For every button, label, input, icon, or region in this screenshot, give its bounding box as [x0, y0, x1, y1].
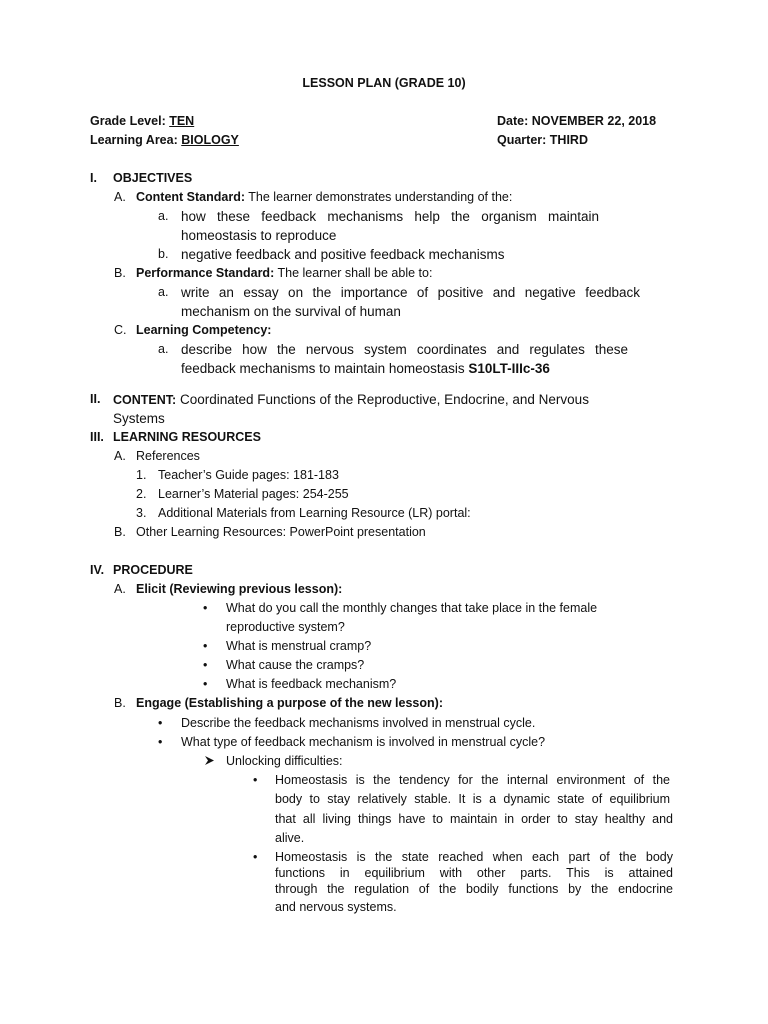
list-item-line: mechanism on the survival of human: [181, 304, 401, 319]
list-item-line: how these feedback mechanisms help the organism maintain: [181, 209, 599, 224]
bullet-icon: •: [253, 850, 258, 864]
engage-question: Describe the feedback mechanisms involved in menstrual cycle.: [181, 716, 536, 730]
subsection-letter: A.: [114, 449, 126, 463]
content-standard: [136, 188, 512, 207]
performance-standard-label: Performance Standard:: [136, 266, 275, 280]
definition-line: body to stay relatively stable. It is a dynamic state of equilibrium: [275, 792, 670, 806]
reference-item: Learner’s Material pages: 254-255: [158, 487, 349, 501]
subsection-letter: B.: [114, 696, 126, 710]
bullet-icon: •: [253, 773, 258, 787]
subsection-letter: A.: [114, 190, 126, 204]
elicit-question: What cause the cramps?: [226, 658, 365, 672]
engage-question: What type of feedback mechanism is involved in menstrual cycle?: [181, 735, 546, 749]
competency-code: S10LT-IIIc-36: [468, 361, 550, 376]
section-heading-resources: LEARNING RESOURCES: [113, 430, 261, 444]
bullet-icon: •: [203, 677, 208, 691]
performance-standard-text: The learner shall be able to:: [274, 266, 433, 280]
references-label: References: [136, 449, 200, 463]
grade-level-value: TEN: [169, 114, 195, 128]
definition-line: through the regulation of the bodily functions by the endocrine: [275, 882, 673, 896]
performance-standard: [136, 264, 432, 283]
item-marker: a.: [158, 209, 169, 223]
section-heading-objectives: OBJECTIVES: [113, 171, 193, 185]
subsection-letter: B.: [114, 525, 126, 539]
bullet-icon: •: [158, 735, 163, 749]
reference-item: Teacher’s Guide pages: 181-183: [158, 468, 339, 482]
content-standard-label: Content Standard:: [136, 190, 246, 204]
reference-item: Additional Materials from Learning Resource (LR) portal:: [158, 506, 471, 520]
item-number: 1.: [136, 468, 147, 482]
content-text: Coordinated Functions of the Reproductive, Endocrine, and Nervous: [176, 392, 589, 407]
section-number: I.: [90, 171, 97, 185]
definition-line: functions in equilibrium with other parts. This is attained: [275, 866, 673, 880]
list-item-line: feedback mechanisms to maintain homeostasis: [181, 361, 469, 376]
unlocking-label: Unlocking difficulties:: [226, 754, 343, 768]
definition-line: Homeostasis is the state reached when each part of the body: [275, 850, 673, 864]
definition-line: alive.: [275, 831, 305, 845]
elicit-question: What do you call the monthly changes that take place in the female: [226, 601, 598, 615]
section-number: II.: [90, 392, 101, 406]
elicit-question: reproductive system?: [226, 620, 345, 634]
grade-level-label: Grade Level:: [90, 114, 170, 128]
elicit-question: What is feedback mechanism?: [226, 677, 397, 691]
definition-line: and nervous systems.: [275, 900, 397, 914]
page-title: LESSON PLAN (GRADE 10): [302, 76, 466, 90]
list-item-line: write an essay on the importance of positive and negative feedback: [181, 285, 640, 300]
engage-label: Engage (Establishing a purpose of the new lesson):: [136, 696, 443, 710]
lesson-date: Date: NOVEMBER 22, 2018: [497, 114, 657, 128]
section-number: III.: [90, 430, 104, 444]
content-standard-text: The learner demonstrates understanding of the:: [245, 190, 513, 204]
section-number: IV.: [90, 563, 105, 577]
subsection-letter: B.: [114, 266, 126, 280]
bullet-icon: •: [158, 716, 163, 730]
definition-line: that all living things have to maintain in order to stay healthy and: [275, 812, 673, 826]
elicit-question: What is menstrual cramp?: [226, 639, 372, 653]
learning-area-value: BIOLOGY: [181, 133, 239, 147]
grade-level: [90, 112, 194, 131]
learning-area-label: Learning Area:: [90, 133, 182, 147]
subsection-letter: C.: [114, 323, 127, 337]
other-resources: Other Learning Resources: PowerPoint presentation: [136, 525, 426, 539]
item-number: 2.: [136, 487, 147, 501]
arrow-bullet-svg: [204, 755, 215, 766]
content-line: [113, 390, 589, 410]
item-marker: a.: [158, 285, 169, 299]
competency-line: [181, 359, 550, 378]
elicit-label: Elicit (Reviewing previous lesson):: [136, 582, 343, 596]
list-item-line: homeostasis to reproduce: [181, 228, 337, 243]
bullet-icon: •: [203, 658, 208, 672]
lesson-quarter: Quarter: THIRD: [497, 133, 588, 147]
learning-area: [90, 131, 239, 150]
list-item-line: describe how the nervous system coordinates and regulates these: [181, 342, 628, 357]
subsection-letter: A.: [114, 582, 126, 596]
content-text: Systems: [113, 411, 165, 426]
item-marker: a.: [158, 342, 169, 356]
bullet-icon: •: [203, 601, 208, 615]
item-marker: b.: [158, 247, 169, 261]
arrow-bullet-icon: [204, 752, 215, 771]
item-number: 3.: [136, 506, 147, 520]
content-label: CONTENT:: [113, 393, 177, 407]
section-heading-procedure: PROCEDURE: [113, 563, 193, 577]
learning-competency-label: Learning Competency:: [136, 323, 272, 337]
bullet-icon: •: [203, 639, 208, 653]
definition-line: Homeostasis is the tendency for the internal environment of the: [275, 773, 670, 787]
list-item-line: negative feedback and positive feedback mechanisms: [181, 247, 505, 262]
